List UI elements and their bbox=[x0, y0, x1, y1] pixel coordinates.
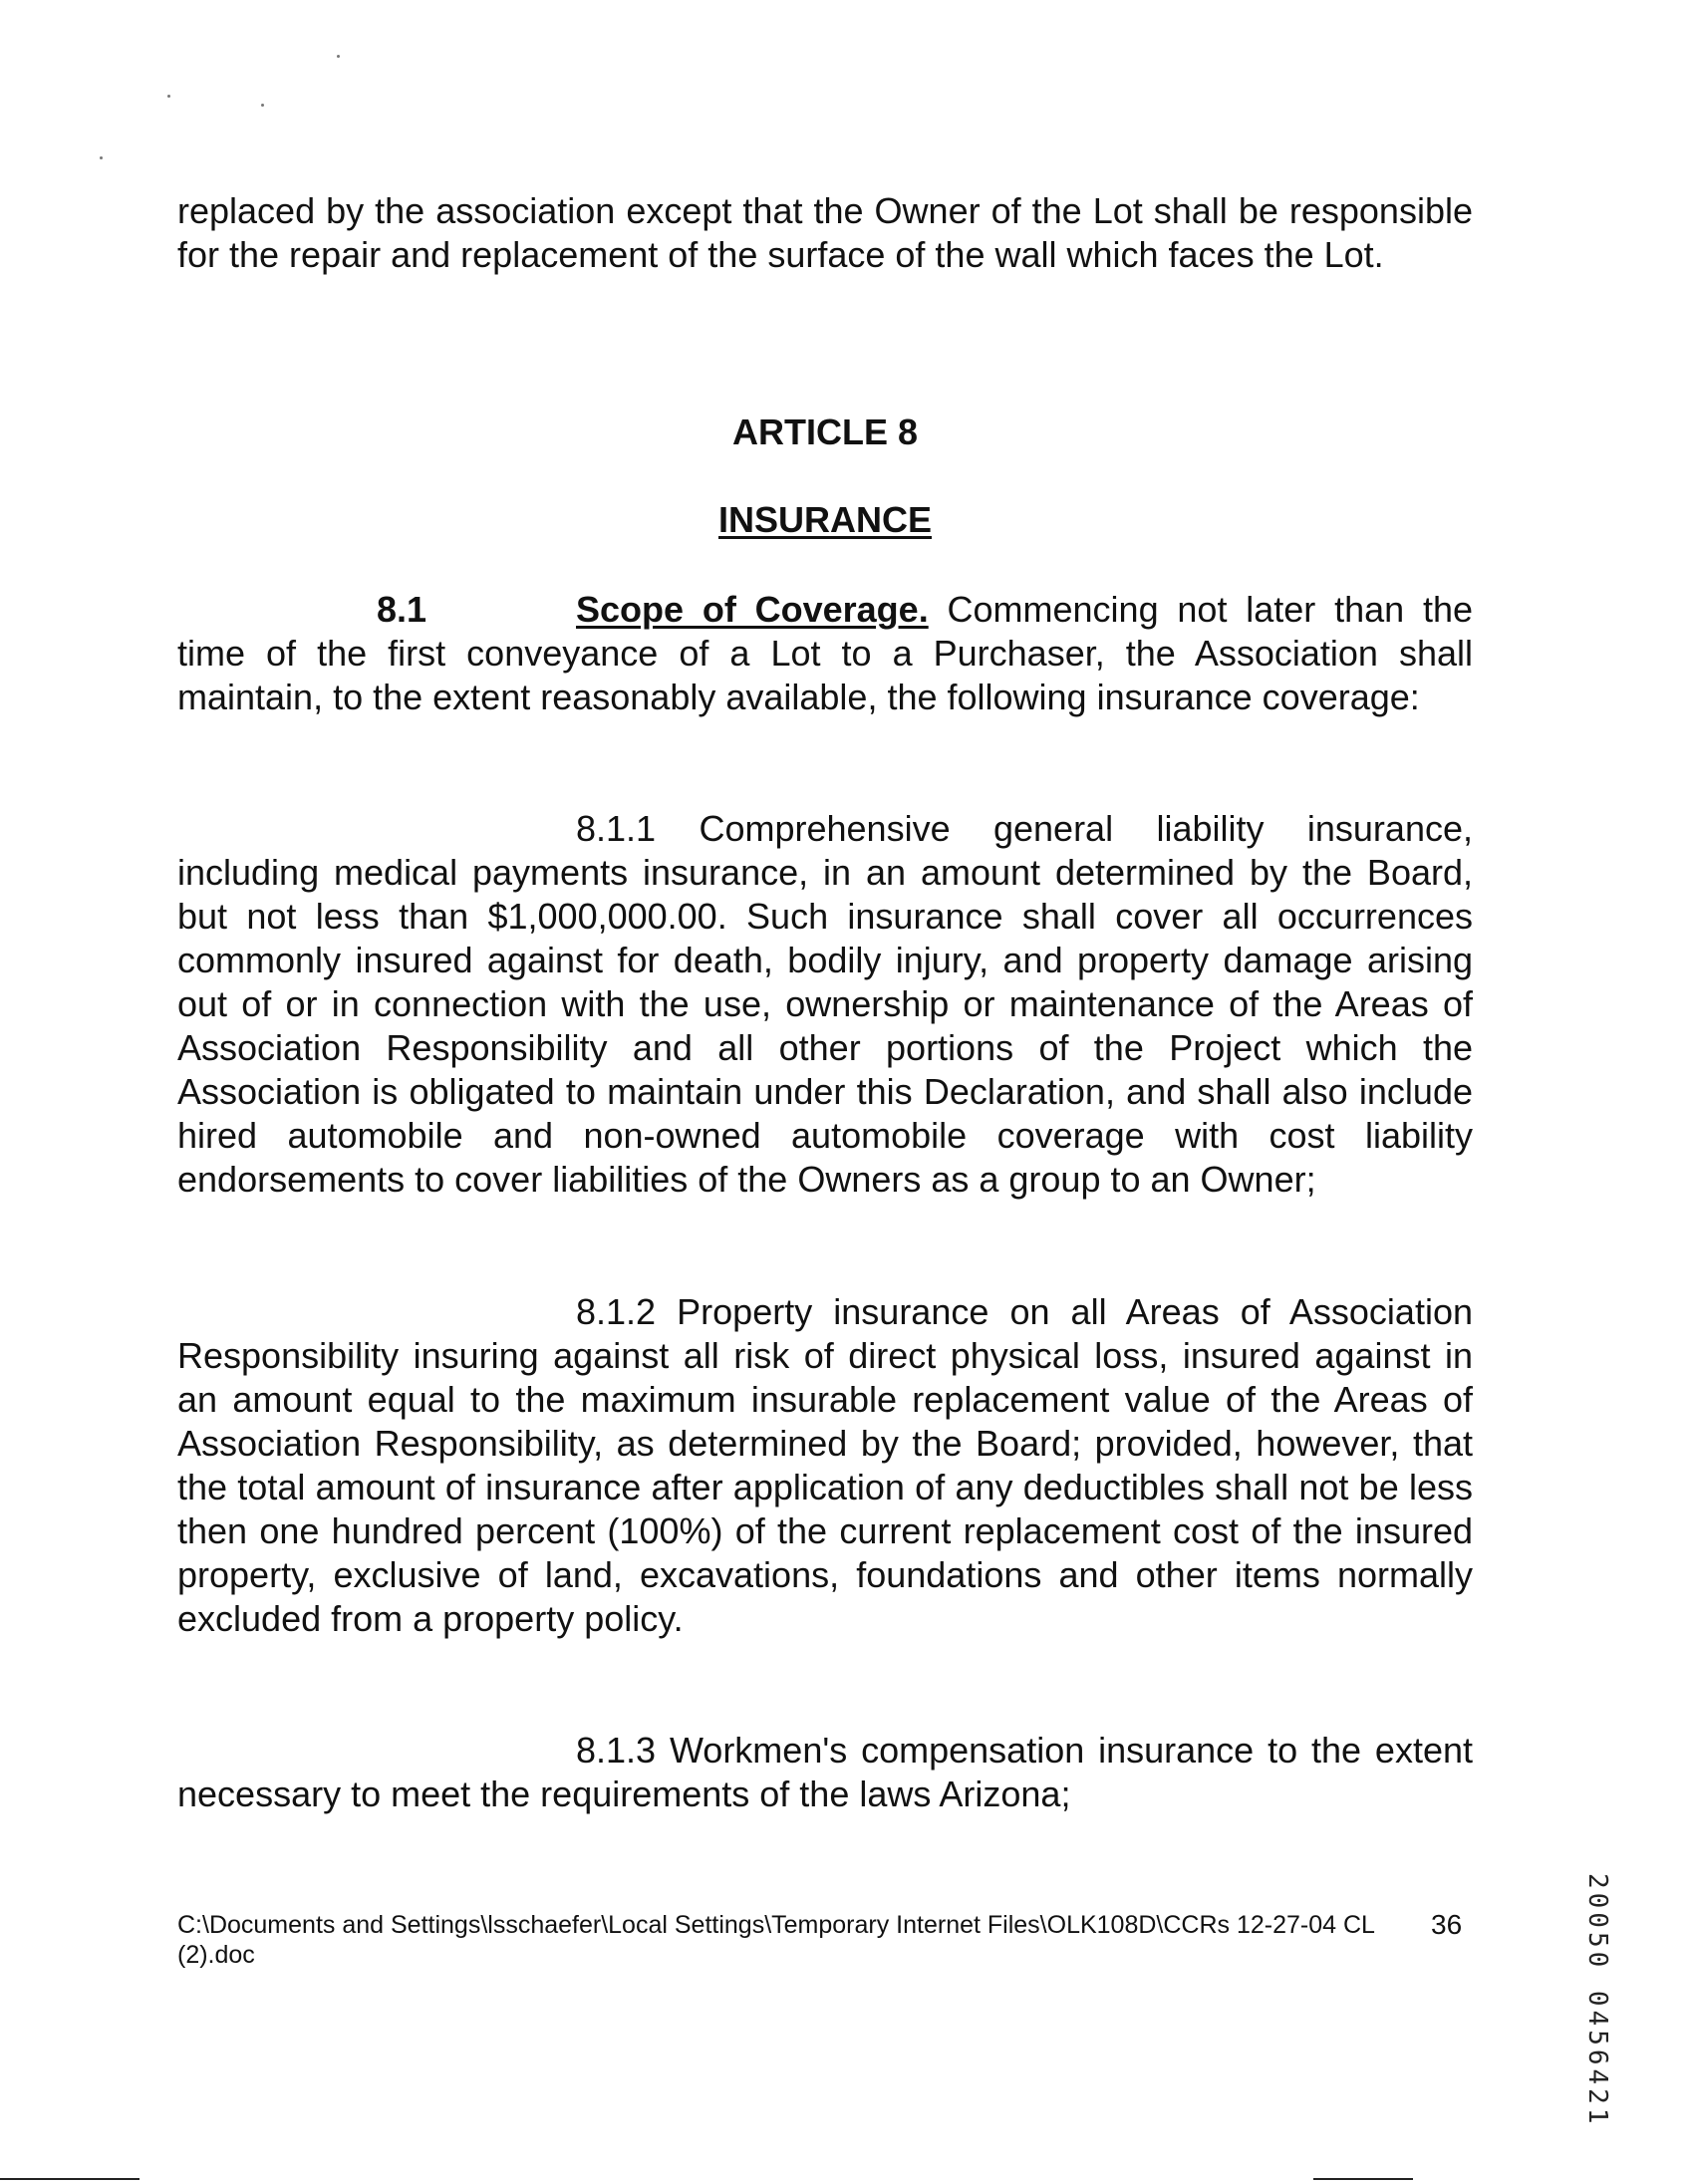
subsection-8-1-2 bbox=[177, 1290, 1473, 1641]
section-text: Commencing not later than the time of the first conveyance of a Lot to a Purchaser, the Association shall maintain, to the extent reasonably available, the following insurance coverage: bbox=[177, 589, 1473, 717]
page-number: 36 bbox=[1431, 1909, 1463, 1940]
scan-edge-line bbox=[0, 2178, 140, 2180]
scan-edge-line bbox=[1313, 2178, 1413, 2180]
subsection-8-1-3 bbox=[177, 1729, 1473, 1816]
subsection-text: Comprehensive general liability insurance, including medical payments insurance, in an amount determined by the Board, but not less than $1,000,000.00. Such insurance shall cover all occurrences commonly insured against for death, bodily injury, and property damage arising out of or in connection with the use, ownership or maintenance of the Areas of Association Responsibility and all other portions of the Project which the Association is obligated to maintain under this Declaration, and shall also include hired automobile and non-owned automobile coverage with cost liability endorsements to cover liabilities of the Owners as a group to an Owner; bbox=[177, 808, 1473, 1200]
subsection-8-1-1 bbox=[177, 807, 1473, 1202]
subsection-number: 8.1.2 bbox=[576, 1291, 657, 1332]
section-number: 8.1 bbox=[377, 589, 427, 630]
scan-speck bbox=[261, 104, 264, 107]
section-title: Scope of Coverage. bbox=[576, 589, 929, 630]
article-heading: ARTICLE 8 bbox=[731, 411, 918, 452]
scan-speck bbox=[100, 156, 103, 159]
section-8-1 bbox=[177, 588, 1473, 719]
article-title bbox=[177, 498, 1473, 542]
scan-speck bbox=[337, 55, 340, 58]
subsection-number: 8.1.3 bbox=[576, 1730, 657, 1771]
article-title-text: INSURANCE bbox=[717, 499, 932, 540]
intro-paragraph: replaced by the association except that the Owner of the Lot shall be responsible for the repair and replacement of the surface of the wall which faces the Lot. bbox=[177, 190, 1473, 275]
subsection-text: Property insurance on all Areas of Association Responsibility insuring against all risk of direct physical loss, insured against in an amount equal to the maximum insurable replacement value of the Areas of Association Responsibility, as determined by the Board; provided, however, that the total amount of insurance after application of any deductibles shall not be less then one hundred percent (100%) of the current replacement cost of the insured property, exclusive of land, excavations, foundations and other items normally excluded from a property policy. bbox=[177, 1291, 1473, 1639]
subsection-text: Workmen's compensation insurance to the extent necessary to meet the requirements of the laws Arizona; bbox=[177, 1730, 1473, 1814]
recording-stamp: 20050 0456421 bbox=[1582, 1873, 1612, 2128]
scan-speck bbox=[167, 95, 170, 98]
subsection-number: 8.1.1 bbox=[576, 808, 657, 849]
footer-file-path: C:\Documents and Settings\lsschaefer\Local Settings\Temporary Internet Files\OLK108D\CCRs 12-27-04 CL (2).doc bbox=[177, 1911, 1375, 1969]
